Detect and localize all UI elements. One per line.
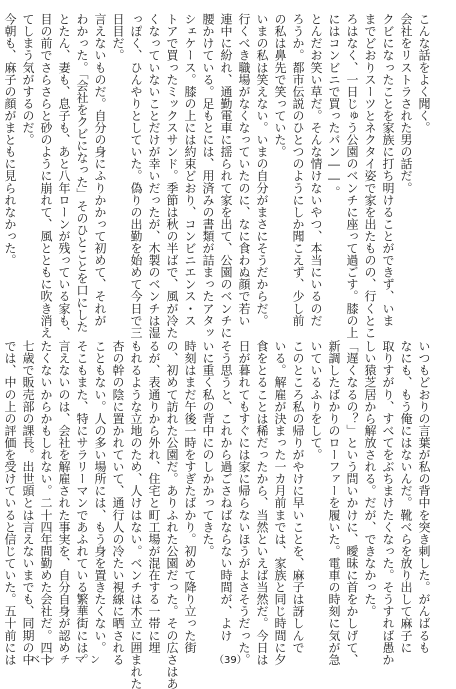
text-line: 新調したばかりのローファーを履いた。電車の時刻に気が急 [327, 340, 341, 666]
text-line: とたん、妻も、息子も、あと八年ローンが残っている家も、 [57, 13, 71, 339]
text-line: 日目だ。 [111, 13, 125, 62]
text-line: 食をとることは稀だったから、当然といえば当然だ。今日は [255, 340, 269, 666]
text-line: 日が暮れてもすぐには家に帰らないほうがよさそうだった。 [237, 340, 251, 666]
text-line: いに重く私の背中にのしかかってきた。 [201, 340, 215, 557]
text-line: 今朝も、麻子の顔がまともに見られなかった。 [3, 13, 17, 267]
text-line: くなっていないことだけが幸いだったが、木製のベンチは湿 [147, 13, 161, 339]
text-line: までどおりスーツとネクタイ姿で家を出たものの、行くとこ [363, 13, 377, 339]
text-line: ろはなく、一日じゅう公園のベンチに座って過ごす。膝の上 [345, 13, 359, 339]
text-line: の、初めて訪れた公園だ。ありふれた公園だった。その広さはあ [165, 340, 179, 689]
text-line: 連中に紛れ、通勤電車に揺られて家を出て、公園のベンチに [219, 13, 233, 339]
text-line: 言えないものだ。自分の身にふりかかって初めて、それが [93, 13, 107, 327]
page-number: （39） [214, 655, 247, 666]
text-line: わかった。「会社をクビになった」そのひとことを口にした [75, 13, 89, 333]
text-line: なにも、もう俺にはないんだ。靴べらを放り出して麻子に [399, 340, 413, 654]
text-line: トアで買ったミックスサンド。季節は秋の半ばで、風が冷た [165, 13, 179, 339]
text-line: 杏の幹の陰に置かれていて、通行人の冷たい視線に晒される [111, 340, 125, 666]
text-line: 「遅くなるの？」という問いかけに、曖昧に首をかしげて、 [345, 340, 359, 666]
text-line: てしまう気がするのだ。 [21, 13, 35, 146]
text-line: 行くべき職場がなくなっていたのに、なに食わぬ顔で若い [237, 13, 251, 327]
text-line [0, 13, 1, 335]
text-line: では、中の上の評価を受けていると信じていた。五十前には [3, 340, 17, 666]
text-line: 言えないのは、会社を解雇された事実を、自分自身が認め [57, 340, 71, 654]
text-line: そう思うと、これから過ごさねばならない時間が、よけ [219, 340, 233, 642]
text-line: 目の前でさらさらと砂のように崩れて、風とともに吹き消え [39, 13, 53, 339]
text-line: このところ私の帰りがやけに早いことを、麻子は訝しんで [291, 340, 305, 654]
text-line: 時刻はまだ午後一時をすぎたばかり。初めて降り立った街 [183, 340, 197, 654]
text-line: っぽく、ひんやりとしていた。偽りの出勤を始めて今日で三 [129, 13, 143, 339]
text-line: 腰かけている。足もとには、用済みの書類が詰まったアタッ [201, 13, 215, 339]
text-line: いつもどおりの言葉が私の背中を突き刺した。がんばるも [417, 340, 431, 654]
text-line: るが、表通りから外れ、住宅と町工場が混在する一帯に埋 [147, 340, 161, 654]
text-line: シェケース。膝の上には約束どおり、コンビニエンス・ス [183, 13, 197, 327]
text-line: こんな話をよく聞く。 [417, 13, 431, 134]
text-line: の私は鼻先で笑っていた。 [273, 13, 287, 158]
text-line: いまの私は笑えない。いまの自分がまさにそうだからだ。 [255, 13, 269, 327]
text-line: ろうか。都市伝説のひとつのようにしか聞こえず、少し前 [291, 13, 305, 327]
body-text-upper [0, 13, 433, 339]
text-line: クビになったことを家族に打ち明けることができず、いま [381, 13, 395, 327]
text-line: もれるような立地のため、人けはない。ベンチは木立に囲まれた [129, 340, 143, 689]
text-line: にはコンビニで買ったパン――。 [327, 13, 341, 198]
text-line: こともない。人の多い場所には、もう身を置きたくない。 [93, 340, 107, 654]
text-line: とんだお笑い草だ。そんな情けないやつ、本当にいるのだ [309, 13, 323, 327]
running-footer-title: ベンチマン [30, 655, 105, 666]
text-line: たくないからかもしれない。二十四年間勤めた会社だ。四十 [39, 340, 53, 666]
text-line: しい猿芝居から解放される。だが、できなかった。 [363, 340, 377, 618]
text-line: いているふりをして。 [309, 340, 323, 461]
text-line: 七歳で販売部の課長。出世頭とは言えないまでも、同期の中 [21, 340, 35, 666]
text-line: 会社をリストラされた男の話だ。 [399, 13, 413, 194]
text-line: いる。解雇が決まった一カ月前までは、家族と同じ時間に夕 [273, 340, 287, 666]
text-line: そこもまた、特にサラリーマンであふれている繁華街には。 [75, 340, 89, 666]
text-line: 取りすがり、すべてをぶちまけたくなった。そうすれば愚か [381, 340, 395, 666]
text-line [0, 340, 1, 640]
